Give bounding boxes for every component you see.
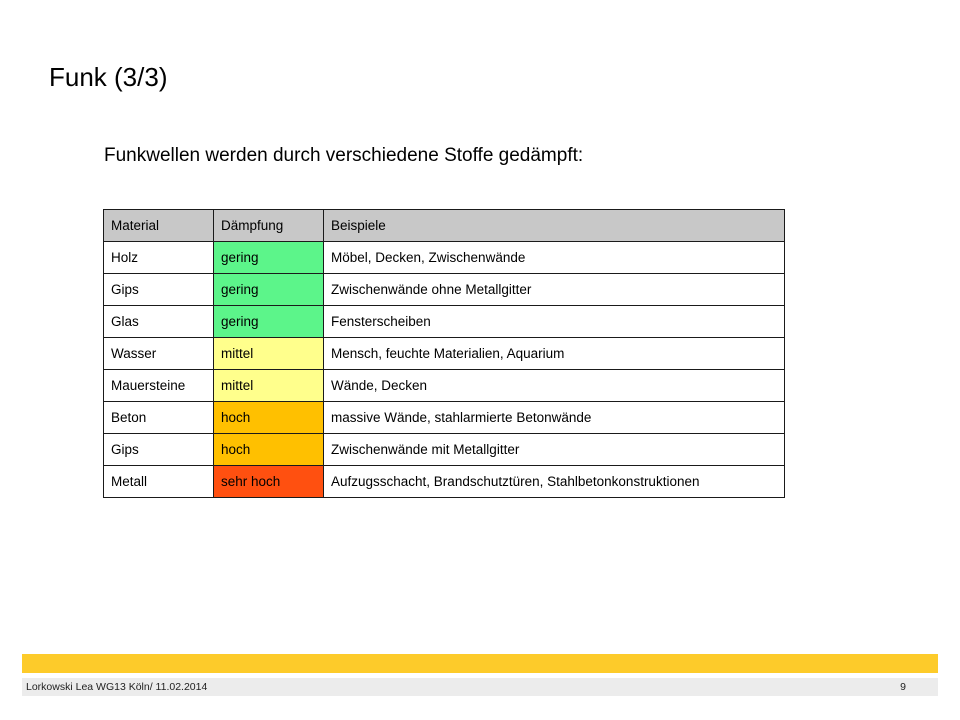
header-material: Material [104, 210, 214, 242]
header-daempfung: Dämpfung [214, 210, 324, 242]
table-row [104, 370, 785, 402]
damping-table [103, 209, 785, 498]
beispiele-cell: Wände, Decken [324, 370, 785, 402]
daempfung-cell: gering [214, 306, 324, 338]
footer-text: Lorkowski Lea WG13 Köln/ 11.02.2014 [26, 681, 208, 693]
daempfung-cell: gering [214, 274, 324, 306]
beispiele-cell: Zwischenwände ohne Metallgitter [324, 274, 785, 306]
material-cell: Metall [104, 466, 214, 498]
daempfung-cell: sehr hoch [214, 466, 324, 498]
material-cell: Glas [104, 306, 214, 338]
material-cell: Holz [104, 242, 214, 274]
material-cell: Gips [104, 274, 214, 306]
header-beispiele: Beispiele [324, 210, 785, 242]
slide-title: Funk (3/3) [49, 62, 168, 92]
material-cell: Wasser [104, 338, 214, 370]
material-cell: Mauersteine [104, 370, 214, 402]
page-number: 9 [900, 681, 906, 693]
table-row [104, 338, 785, 370]
table-row [104, 434, 785, 466]
material-cell: Gips [104, 434, 214, 466]
daempfung-cell: hoch [214, 434, 324, 466]
beispiele-cell: Fensterscheiben [324, 306, 785, 338]
beispiele-cell: massive Wände, stahlarmierte Betonwände [324, 402, 785, 434]
table-row [104, 274, 785, 306]
beispiele-cell: Zwischenwände mit Metallgitter [324, 434, 785, 466]
daempfung-cell: mittel [214, 338, 324, 370]
beispiele-cell: Mensch, feuchte Materialien, Aquarium [324, 338, 785, 370]
beispiele-cell: Möbel, Decken, Zwischenwände [324, 242, 785, 274]
slide-subtitle: Funkwellen werden durch verschiedene Stoffe gedämpft: [104, 145, 584, 166]
table-header-row [104, 210, 785, 242]
table-row [104, 402, 785, 434]
table-row [104, 242, 785, 274]
table-row [104, 466, 785, 498]
beispiele-cell: Aufzugsschacht, Brandschutztüren, Stahlbetonkonstruktionen [324, 466, 785, 498]
daempfung-cell: gering [214, 242, 324, 274]
footer-accent-bar [22, 654, 938, 673]
daempfung-cell: mittel [214, 370, 324, 402]
daempfung-cell: hoch [214, 402, 324, 434]
table-row [104, 306, 785, 338]
material-cell: Beton [104, 402, 214, 434]
